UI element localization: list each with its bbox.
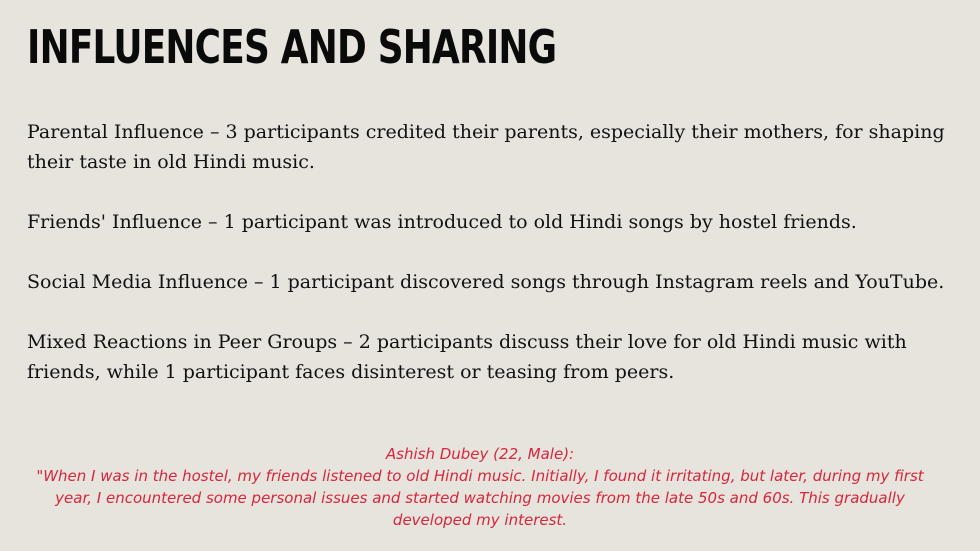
quote-text: "When I was in the hostel, my friends listened to old Hindi music. Initially, I found it irritating, but later, during my first year, I encountered some personal issues and started watching movies from the late 50s and 60s. This gradually developed my interest. [36,467,924,529]
quote-attribution: Ashish Dubey (22, Male): [385,445,575,463]
slide-title: INFLUENCES AND SHARING [27,20,557,74]
points-list [27,117,947,417]
participant-quote [30,443,930,531]
point-friends-influence: Friends' Influence – 1 participant was introduced to old Hindi songs by hostel friends. [27,211,857,233]
point-mixed-reactions: Mixed Reactions in Peer Groups – 2 participants discuss their love for old Hindi music with friends, while 1 participant faces disinterest or teasing from peers. [27,331,907,383]
point-parental-influence: Parental Influence – 3 participants credited their parents, especially their mothers, for shaping their taste in old Hindi music. [27,121,945,173]
point-social-media-influence: Social Media Influence – 1 participant discovered songs through Instagram reels and YouTube. [27,271,945,293]
